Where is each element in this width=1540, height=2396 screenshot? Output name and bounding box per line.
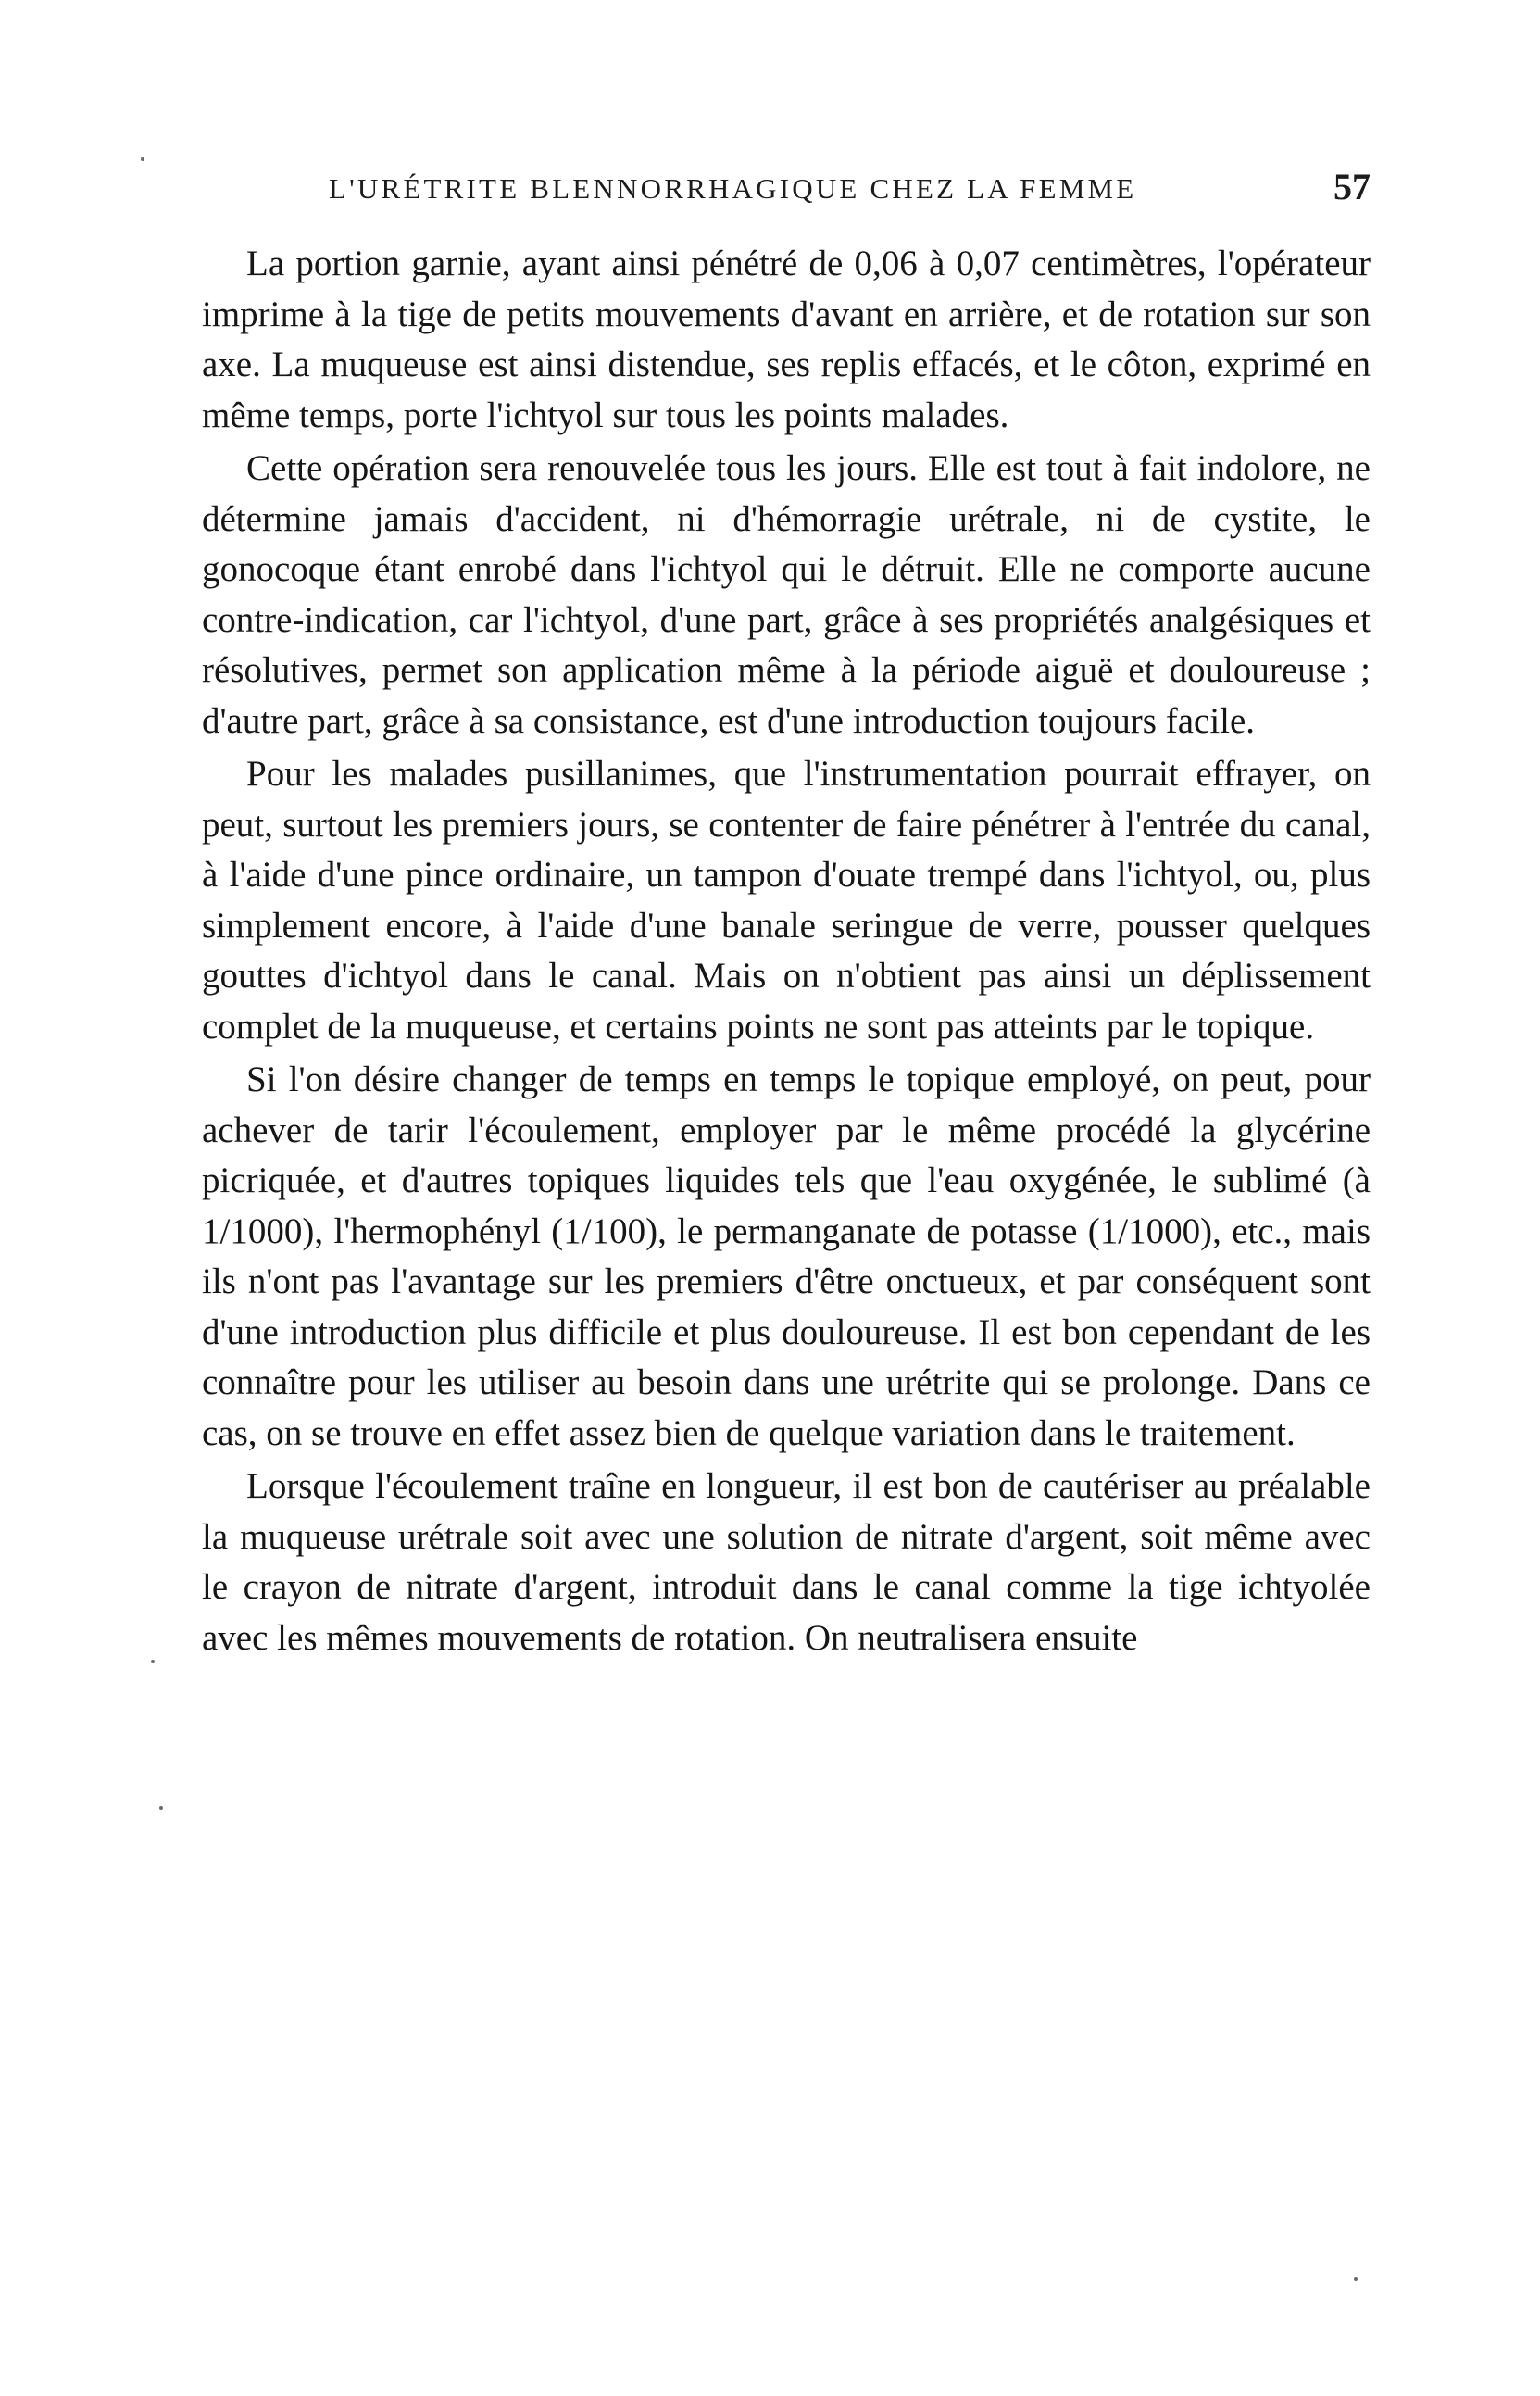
paragraph: Lorsque l'écoulement traîne en longueur, il est bon de cautériser au préalable la muqueuse urétrale soit avec une solution de nitrate d'argent, soit même avec le crayon de nitrate d'argent, introduit dans le canal comme la tige ichtyolée avec les mêmes mouvements de rotation. On neutralisera ensuite [202, 1466, 1371, 1658]
paragraph: La portion garnie, ayant ainsi pénétré de 0,06 à 0,07 centimètres, l'opérateur imprime à la tige de petits mouvements d'avant en arrière, et de rotation sur son axe. La muqueuse est ainsi distendue, ses replis effacés, et le côton, exprimé en même temps, porte l'ichtyol sur tous les points malades. [202, 244, 1371, 435]
page-number: 57 [1333, 166, 1371, 207]
paragraph: Cette opération sera renouvelée tous les jours. Elle est tout à fait indolore, ne détermine jamais d'accident, ni d'hémorragie urétrale, ni de cystite, le gonocoque étant enrobé dans l'ichtyol qui le détruit. Elle ne comporte aucune contre-indication, car l'ichtyol, d'une part, grâce à ses propriétés analgésiques et résolutives, permet son application même à la période aiguë et douloureuse ; d'autre part, grâce à sa consistance, est d'une introduction toujours facile. [202, 448, 1371, 741]
body-text [202, 239, 1371, 1663]
print-speck [141, 157, 144, 161]
print-speck [1354, 2277, 1358, 2281]
paragraph: Si l'on désire changer de temps en temps le topique employé, on peut, pour achever de tarir l'écoulement, employer par le même procédé la glycérine picriquée, et d'autres topiques liquides tels que l'eau oxygénée, le sublimé (à 1/1000), l'hermophényl (1/100), le permanganate de potasse (1/1000), etc., mais ils n'ont pas l'avantage sur les premiers d'être onctueux, et par conséquent sont d'une introduction plus difficile et plus douloureuse. Il est bon cependant de les connaître pour les utiliser au besoin dans une urétrite qui se prolonge. Dans ce cas, on se trouve en effet assez bien de quelque variation dans le traitement. [202, 1060, 1371, 1453]
print-speck [151, 1660, 155, 1663]
print-speck [159, 1806, 163, 1810]
running-head [329, 165, 1371, 220]
paragraph: Pour les malades pusillanimes, que l'instrumentation pourrait effrayer, on peut, surtout les premiers jours, se contenter de faire pénétrer à l'entrée du canal, à l'aide d'une pince ordinaire, un tampon d'ouate trempé dans l'ichtyol, ou, plus simplement encore, à l'aide d'une banale seringue de verre, pousser quelques gouttes d'ichtyol dans le canal. Mais on n'obtient pas ainsi un déplissement complet de la muqueuse, et certains points ne sont pas atteints par le topique. [202, 754, 1371, 1047]
running-title: L'URÉTRITE BLENNORRHAGIQUE CHEZ LA FEMME [329, 172, 1137, 205]
